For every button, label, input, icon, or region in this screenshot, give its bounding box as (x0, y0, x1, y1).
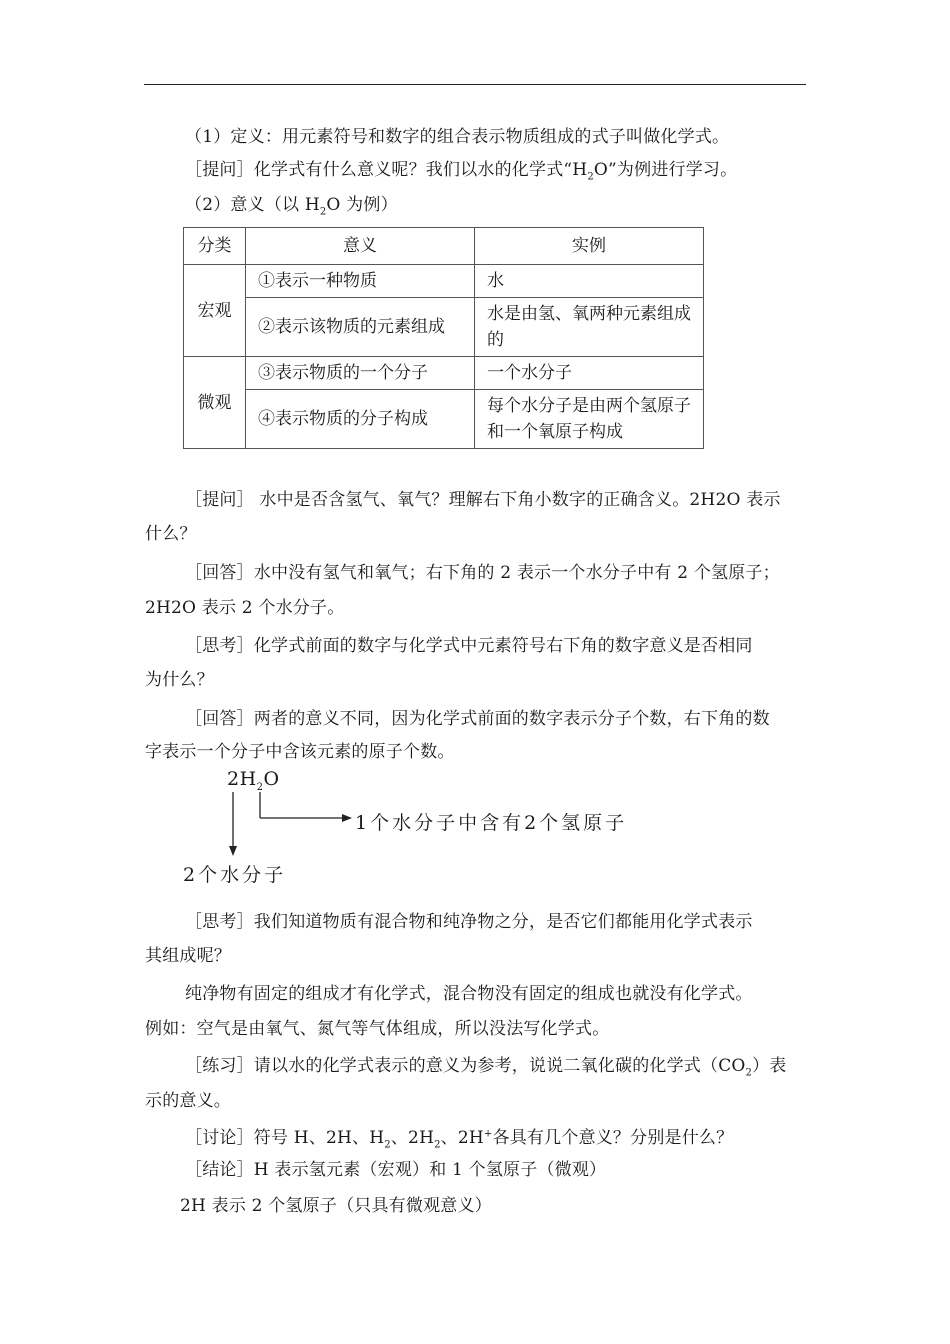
header-meaning: 意义 (246, 228, 475, 265)
answer-line-1: ［回答］水中没有氢气和氧气；右下角的 2 表示一个水分子中有 2 个氢原子； (185, 563, 780, 583)
table-row (184, 390, 704, 449)
pure-line-2: 例如：空气是由氧气、氮气等气体组成，所以没法写化学式。 (145, 1019, 610, 1039)
twoh-line: 2H 表示 2 个氢原子（只具有微观意义） (180, 1196, 492, 1216)
meaning-table (183, 227, 704, 449)
question-line-1: ［提问］化学式有什么意义呢？我们以水的化学式“$H_2O$”为例进行学习。 (185, 160, 738, 183)
example-cell: 一个水分子 (475, 357, 704, 390)
diagram-right-label: 1个水分子中含有2个氢原子 (355, 812, 628, 834)
meaning-cell: ④表示物质的分子构成 (246, 390, 475, 449)
example-cell: 水 (475, 265, 704, 298)
practice-line-1: ［练习］请以水的化学式表示的意义为参考，说说二氧化碳的化学式$(CO_2)$表 (185, 1056, 787, 1079)
think-line-2: ［思考］我们知道物质有混合物和纯净物之分，是否它们都能用化学式表示 (185, 912, 753, 932)
meaning-cell: ③表示物质的一个分子 (246, 357, 475, 390)
category-micro: 微观 (184, 357, 246, 449)
header-category: 分类 (184, 228, 246, 265)
diagram-formula: $2H_2O$ (227, 768, 280, 793)
header-rule (144, 84, 806, 85)
think-line-1b: 为什么？ (145, 670, 214, 690)
header-example: 实例 (475, 228, 704, 265)
table-row (184, 265, 704, 298)
answer-line-2: ［回答］两者的意义不同，因为化学式前面的数字表示分子个数，右下角的数 (185, 709, 770, 729)
meaning-title: （2）意义（以 $H_2O$ 为例） (185, 195, 398, 218)
definition-line: （1）定义：用元素符号和数字的组合表示物质组成的式子叫做化学式。 (185, 127, 730, 147)
discuss-line: ［讨论］符号 H、2H、$H_2$、$2H_2$、2H+各具有几个意义？分别是什么？ (185, 1128, 734, 1151)
pure-line-1: 纯净物有固定的组成才有化学式，混合物没有固定的组成也就没有化学式。 (185, 984, 753, 1004)
table-row (184, 298, 704, 357)
category-macro: 宏观 (184, 265, 246, 357)
example-cell: 每个水分子是由两个氢原子和一个氧原子构成 (475, 390, 704, 449)
table-header-row (184, 228, 704, 265)
meaning-cell: ①表示一种物质 (246, 265, 475, 298)
question-line-2b: 什么？ (145, 524, 197, 544)
table-row (184, 357, 704, 390)
question-line-2: ［提问］ 水中是否含氢气、氧气？理解右下角小数字的正确含义。2H2O 表示 (185, 490, 781, 510)
think-line-1: ［思考］化学式前面的数字与化学式中元素符号右下角的数字意义是否相同 (185, 636, 753, 656)
answer-line-2b: 字表示一个分子中含该元素的原子个数。 (145, 742, 455, 762)
conclusion-line: ［结论］H 表示氢元素（宏观）和 1 个氢原子（微观） (185, 1160, 607, 1180)
think-line-2b: 其组成呢？ (145, 946, 231, 966)
answer-line-1b: 2H2O 表示 2 个水分子。 (145, 598, 345, 618)
practice-line-2: 示的意义。 (145, 1091, 231, 1111)
meaning-cell: ②表示该物质的元素组成 (246, 298, 475, 357)
example-cell: 水是由氢、氧两种元素组成的 (475, 298, 704, 357)
diagram-down-label: 2个水分子 (183, 864, 287, 886)
